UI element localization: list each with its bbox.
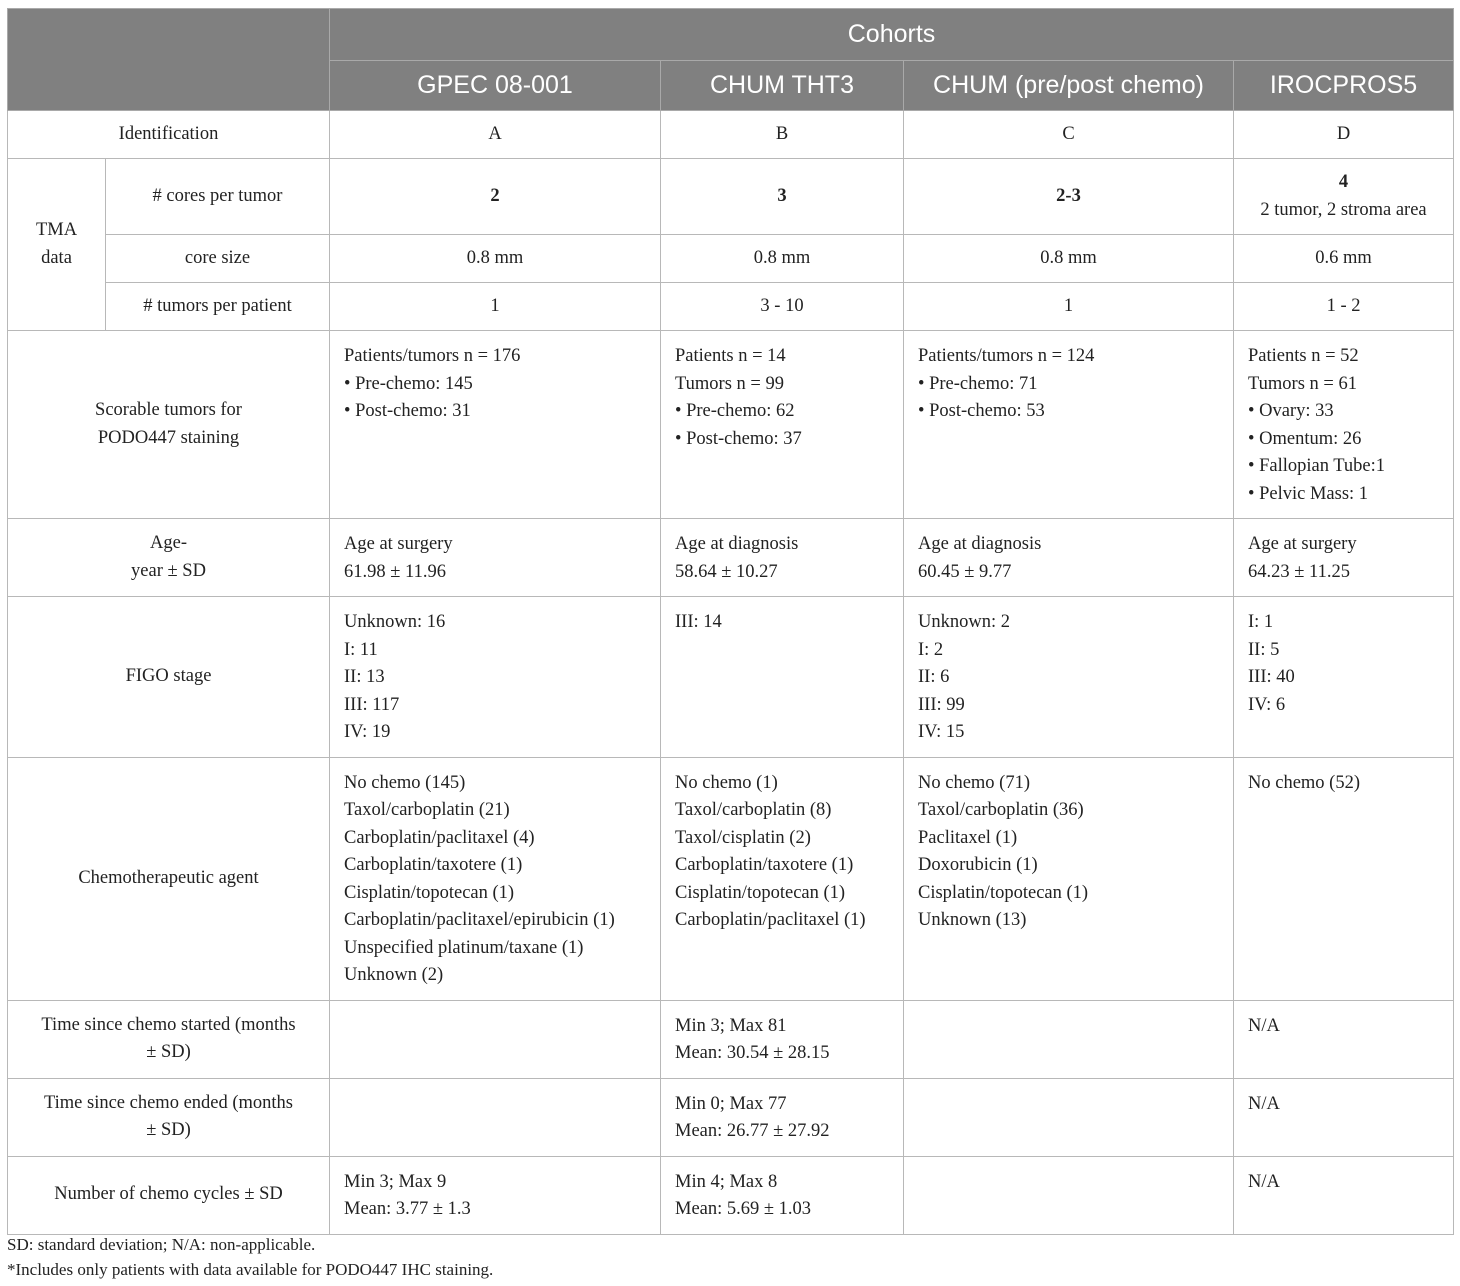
cell-line: Min 4; Max 8 xyxy=(675,1171,778,1192)
cell-line: 2 tumor, 2 stroma area xyxy=(1260,199,1427,220)
cell xyxy=(330,331,661,519)
cell-line: Unknown: 16 xyxy=(344,612,446,632)
row-label: Number of chemo cycles ± SD xyxy=(8,1156,330,1234)
cell-line: Paclitaxel (1) xyxy=(918,827,1018,848)
cell-line: • Pre-chemo: 145 xyxy=(344,373,473,394)
cell-line: • Fallopian Tube:1 xyxy=(1248,456,1386,476)
cell-line: Mean: 30.54 ± 28.15 xyxy=(675,1043,830,1063)
header-cohort-a: GPEC 08-001 xyxy=(330,61,661,111)
cell: 0.8 mm xyxy=(330,235,661,283)
cell-line: 64.23 ± 11.25 xyxy=(1248,561,1350,582)
cell: 1 xyxy=(330,283,661,331)
cell-line: Age at diagnosis xyxy=(918,534,1042,554)
cell-line: N/A xyxy=(1248,1171,1280,1192)
cell-line: Doxorubicin (1) xyxy=(918,855,1038,875)
cell-line: I: 1 xyxy=(1248,612,1274,632)
cell-line: Carboplatin/paclitaxel (1) xyxy=(675,910,866,930)
cell-line: Mean: 26.77 ± 27.92 xyxy=(675,1121,830,1141)
cell: 3 xyxy=(661,159,904,235)
header-row-group xyxy=(8,9,1454,61)
header-cohort-d: IROCPROS5 xyxy=(1234,61,1454,111)
cell-empty xyxy=(904,1156,1234,1234)
cell-line: • Pre-chemo: 62 xyxy=(675,401,795,421)
row-label: Identification xyxy=(8,111,330,159)
cell xyxy=(330,757,661,1000)
cell-line: Min 0; Max 77 xyxy=(675,1093,787,1114)
cell-line: Unknown: 2 xyxy=(918,612,1010,632)
cell: 2-3 xyxy=(904,159,1234,235)
cell-line: II: 6 xyxy=(918,667,950,687)
cell-line: Cisplatin/topotecan (1) xyxy=(675,882,846,903)
cell-line: Carboplatin/taxotere (1) xyxy=(675,855,854,875)
cell xyxy=(1234,159,1454,235)
cell-line: Taxol/cisplatin (2) xyxy=(675,827,811,848)
row-tumors-per-patient xyxy=(8,283,1454,331)
cell: 0.8 mm xyxy=(661,235,904,283)
row-label: # tumors per patient xyxy=(106,283,330,331)
cell xyxy=(904,519,1234,597)
cell-line: IV: 15 xyxy=(918,722,965,742)
cell-line: Mean: 5.69 ± 1.03 xyxy=(675,1199,812,1219)
cell-empty xyxy=(330,1078,661,1156)
cohort-table xyxy=(7,8,1454,1235)
cell-empty xyxy=(330,1000,661,1078)
cell-line: • Post-chemo: 53 xyxy=(918,401,1045,421)
cell-line: Carboplatin/taxotere (1) xyxy=(344,855,523,875)
tma-label xyxy=(8,159,106,331)
cell-empty xyxy=(904,1000,1234,1078)
row-label xyxy=(8,519,330,597)
row-label xyxy=(8,1078,330,1156)
cell-line: 58.64 ± 10.27 xyxy=(675,561,778,582)
footnote-abbreviations: SD: standard deviation; N/A: non-applicable. xyxy=(7,1235,316,1254)
cell xyxy=(661,331,904,519)
header-cohort-b: CHUM THT3 xyxy=(661,61,904,111)
cell-line: Min 3; Max 9 xyxy=(344,1171,447,1192)
cell: 3 - 10 xyxy=(661,283,904,331)
cell-line: No chemo (1) xyxy=(675,772,778,793)
row-label-line: year ± SD xyxy=(131,560,206,581)
row-label-line: Age- xyxy=(150,533,187,553)
cell xyxy=(330,519,661,597)
cell-line: • Post-chemo: 31 xyxy=(344,401,471,421)
cell xyxy=(904,597,1234,758)
row-chemo-agent xyxy=(8,757,1454,1000)
row-identification xyxy=(8,111,1454,159)
cell: 1 xyxy=(904,283,1234,331)
cell-line: III: 14 xyxy=(675,612,722,632)
cell xyxy=(661,1078,904,1156)
cell-line: Unknown (13) xyxy=(918,910,1027,930)
cell-line: IV: 19 xyxy=(344,722,391,742)
cell-line: IV: 6 xyxy=(1248,694,1286,715)
cell-line: No chemo (52) xyxy=(1248,772,1360,793)
cell-line: II: 13 xyxy=(344,667,385,687)
cell-line: Min 3; Max 81 xyxy=(675,1015,787,1036)
cell xyxy=(661,519,904,597)
row-label-line: ± SD) xyxy=(146,1042,191,1062)
cell-line: N/A xyxy=(1248,1093,1280,1114)
cell-line: 4 xyxy=(1338,172,1349,192)
cell-line: Tumors n = 61 xyxy=(1248,373,1357,394)
cell-line: 60.45 ± 9.77 xyxy=(918,561,1012,582)
cell-line: III: 40 xyxy=(1248,667,1295,687)
cell-line: 61.98 ± 11.96 xyxy=(344,561,446,582)
cell-line: Age at surgery xyxy=(344,534,453,554)
row-scorable xyxy=(8,331,1454,519)
table-footnotes xyxy=(7,1232,493,1282)
row-label: Chemotherapeutic agent xyxy=(8,757,330,1000)
cell-line: Unspecified platinum/taxane (1) xyxy=(344,937,584,958)
cell: A xyxy=(330,111,661,159)
cell-line: No chemo (145) xyxy=(344,772,466,793)
cell-line: Tumors n = 99 xyxy=(675,373,784,394)
cell: B xyxy=(661,111,904,159)
cell xyxy=(1234,1000,1454,1078)
cell-line: Patients n = 14 xyxy=(675,346,786,366)
row-label-line: Time since chemo started (months xyxy=(41,1014,296,1035)
cell: 1 - 2 xyxy=(1234,283,1454,331)
cell: D xyxy=(1234,111,1454,159)
row-cycles xyxy=(8,1156,1454,1234)
cell-line: • Post-chemo: 37 xyxy=(675,428,802,449)
cell xyxy=(1234,519,1454,597)
cell-line: • Ovary: 33 xyxy=(1248,401,1334,421)
cell-line: Age at surgery xyxy=(1248,534,1357,554)
tma-label-text: TMA data xyxy=(35,220,78,268)
row-age xyxy=(8,519,1454,597)
cell-line: • Pre-chemo: 71 xyxy=(918,373,1038,394)
row-time-started xyxy=(8,1000,1454,1078)
cell-line: Patients/tumors n = 176 xyxy=(344,346,521,366)
cell-line: Cisplatin/topotecan (1) xyxy=(344,882,515,903)
row-core-size xyxy=(8,235,1454,283)
cell xyxy=(661,757,904,1000)
row-label: core size xyxy=(106,235,330,283)
row-label-line: ± SD) xyxy=(146,1120,191,1140)
cell-line: III: 99 xyxy=(918,694,965,715)
row-label xyxy=(8,331,330,519)
cell: C xyxy=(904,111,1234,159)
cell xyxy=(330,597,661,758)
cell-line: Patients n = 52 xyxy=(1248,346,1359,366)
cell-line: Mean: 3.77 ± 1.3 xyxy=(344,1199,471,1219)
cell xyxy=(1234,1078,1454,1156)
header-cohorts: Cohorts xyxy=(330,9,1454,61)
cell-line: No chemo (71) xyxy=(918,772,1030,793)
cell: 0.8 mm xyxy=(904,235,1234,283)
cell-line: III: 117 xyxy=(344,694,400,715)
row-figo xyxy=(8,597,1454,758)
cell-line: Taxol/carboplatin (21) xyxy=(344,800,510,820)
cell xyxy=(1234,757,1454,1000)
row-label: FIGO stage xyxy=(8,597,330,758)
row-label: # cores per tumor xyxy=(106,159,330,235)
cohort-table-container xyxy=(7,8,1453,1235)
cell-line: Carboplatin/paclitaxel (4) xyxy=(344,827,535,848)
row-label-line: Time since chemo ended (months xyxy=(43,1092,294,1113)
cell xyxy=(1234,1156,1454,1234)
cell xyxy=(1234,597,1454,758)
header-cohort-c: CHUM (pre/post chemo) xyxy=(904,61,1234,111)
cell-line: Patients/tumors n = 124 xyxy=(918,346,1095,366)
footnote-includes: *Includes only patients with data available for PODO447 IHC staining. xyxy=(7,1260,494,1279)
row-cores xyxy=(8,159,1454,235)
cell xyxy=(661,1000,904,1078)
cell-line: II: 5 xyxy=(1248,639,1280,660)
cell-line: Unknown (2) xyxy=(344,965,444,985)
cell-line: Carboplatin/paclitaxel/epirubicin (1) xyxy=(344,910,615,930)
row-time-ended xyxy=(8,1078,1454,1156)
cell xyxy=(904,331,1234,519)
cell-line: I: 2 xyxy=(918,639,944,660)
cell-line: Taxol/carboplatin (8) xyxy=(675,800,832,820)
cell-line: Taxol/carboplatin (36) xyxy=(918,800,1084,820)
cell-line: I: 11 xyxy=(344,639,378,660)
header-corner xyxy=(8,9,330,111)
cell xyxy=(661,597,904,758)
cell xyxy=(330,1156,661,1234)
cell: 2 xyxy=(330,159,661,235)
cell-line: • Pelvic Mass: 1 xyxy=(1248,483,1369,504)
row-label xyxy=(8,1000,330,1078)
cell-line: Cisplatin/topotecan (1) xyxy=(918,882,1089,903)
row-label-text: Scorable tumors for PODO447 staining xyxy=(95,400,242,448)
cell xyxy=(661,1156,904,1234)
cell-line: • Omentum: 26 xyxy=(1248,428,1362,449)
cell-empty xyxy=(904,1078,1234,1156)
cell: 0.6 mm xyxy=(1234,235,1454,283)
cell xyxy=(904,757,1234,1000)
cell-line: Age at diagnosis xyxy=(675,534,799,554)
cell xyxy=(1234,331,1454,519)
cell-line: N/A xyxy=(1248,1015,1280,1036)
